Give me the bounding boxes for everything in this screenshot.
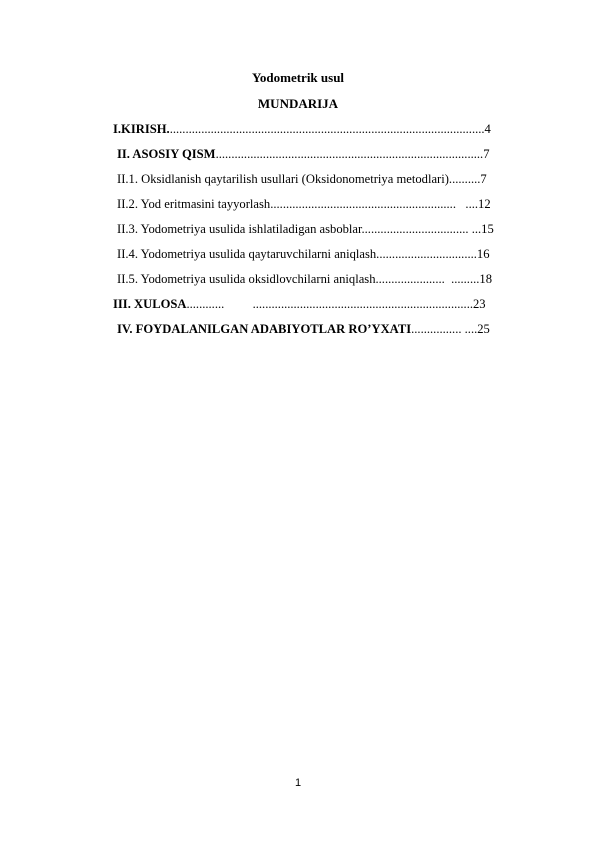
toc-entry-page: 12 <box>478 197 491 211</box>
toc-entry-page: 4 <box>484 122 491 136</box>
document-title: Yodometrik usul <box>251 70 345 85</box>
toc-entry-leader: ...................... ......... <box>375 272 480 286</box>
toc-entry-xulosa[interactable] <box>113 296 486 312</box>
toc-entry-leader: ................................ <box>376 247 477 261</box>
toc-entry-leader: ................ .... <box>411 322 478 336</box>
toc-entry-label: III. XULOSA <box>113 297 187 311</box>
toc-entry-asosiy-qism[interactable] <box>117 146 490 162</box>
toc-entry-page: 15 <box>481 222 494 236</box>
toc-entry-page: 25 <box>477 322 490 336</box>
toc-entry-leader: .......... <box>448 172 481 186</box>
toc-heading: MUNDARIJA <box>257 96 339 111</box>
toc-entry-label: II.2. Yod eritmasini tayyorlash <box>117 197 271 211</box>
toc-entry-label: II.4. Yodometriya usulida qaytaruvchilarni aniqlash <box>117 247 377 261</box>
toc-entry-kirish[interactable] <box>113 121 491 137</box>
toc-entry-ii-5[interactable] <box>117 271 492 287</box>
toc-entry-page: 7 <box>480 172 487 186</box>
toc-entry-page: 7 <box>483 147 490 161</box>
toc-entry-adabiyotlar[interactable] <box>117 321 490 337</box>
toc-entry-page: 16 <box>476 247 490 261</box>
toc-entry-label: I.KIRISH. <box>113 122 170 136</box>
toc-entry-label: II.5. Yodometriya usulida oksidlovchilarni aniqlash <box>117 272 376 286</box>
toc-entry-ii-4[interactable] <box>117 246 490 262</box>
toc-entry-leader: ........................................................... .... <box>270 197 479 211</box>
toc-entry-page: 18 <box>479 272 492 286</box>
page-number: 1 <box>294 777 302 789</box>
toc-entry-ii-1[interactable] <box>117 171 487 187</box>
toc-entry-label: II. ASOSIY QISM <box>117 147 216 161</box>
toc-entry-page: 23 <box>473 297 486 311</box>
toc-entry-leader: .................................................................................................... <box>169 122 485 136</box>
toc-entry-ii-3[interactable] <box>117 221 494 237</box>
toc-entry-ii-2[interactable] <box>117 196 491 212</box>
toc-entry-label: II.1. Oksidlanish qaytarilish usullari (Oksidonometriya metodlari) <box>117 172 449 186</box>
toc-entry-label: II.3. Yodometriya usulida ishlatiladigan asboblar <box>117 222 362 236</box>
toc-entry-leader: .................................. ... <box>361 222 482 236</box>
toc-entry-leader: ..................................................................................... <box>215 147 484 161</box>
toc-entry-label: IV. FOYDALANILGAN ADABIYOTLAR RO’YXATI <box>117 322 412 336</box>
toc-entry-leader: ............ ...................................................................... <box>186 297 473 311</box>
